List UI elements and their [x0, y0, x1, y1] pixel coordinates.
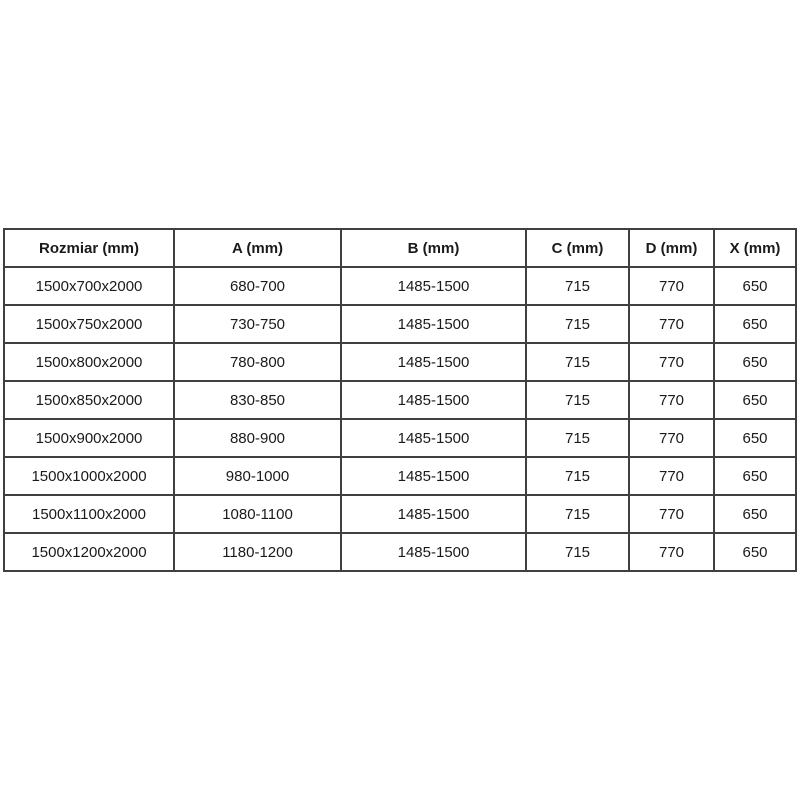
column-header-3: B (mm): [341, 229, 526, 267]
table-row: [4, 457, 796, 495]
table-cell: 1485-1500: [341, 381, 526, 419]
table-cell: 1080-1100: [174, 495, 341, 533]
column-header-6: X (mm): [714, 229, 796, 267]
table-cell: 715: [526, 457, 629, 495]
table-cell: 980-1000: [174, 457, 341, 495]
column-header-4: C (mm): [526, 229, 629, 267]
table-cell: 715: [526, 305, 629, 343]
table-cell: 650: [714, 343, 796, 381]
table-cell: 770: [629, 343, 714, 381]
column-header-5: D (mm): [629, 229, 714, 267]
table-cell: 1500x800x2000: [4, 343, 174, 381]
table-cell: 1485-1500: [341, 343, 526, 381]
table-cell: 715: [526, 267, 629, 305]
table-cell: 1485-1500: [341, 457, 526, 495]
column-header-1: Rozmiar (mm): [4, 229, 174, 267]
table-cell: 715: [526, 419, 629, 457]
table-cell: 770: [629, 419, 714, 457]
table-cell: 1180-1200: [174, 533, 341, 571]
table-row: [4, 495, 796, 533]
table-cell: 770: [629, 457, 714, 495]
table-cell: 1500x850x2000: [4, 381, 174, 419]
table-cell: 715: [526, 343, 629, 381]
table-cell: 770: [629, 305, 714, 343]
table-cell: 1485-1500: [341, 419, 526, 457]
table-cell: 1485-1500: [341, 305, 526, 343]
table-cell: 1500x1000x2000: [4, 457, 174, 495]
header-row: [4, 229, 796, 267]
table-cell: 680-700: [174, 267, 341, 305]
table-cell: 715: [526, 495, 629, 533]
table-cell: 730-750: [174, 305, 341, 343]
table-cell: 650: [714, 457, 796, 495]
table-cell: 1500x900x2000: [4, 419, 174, 457]
table-cell: 650: [714, 381, 796, 419]
table-cell: 1500x1100x2000: [4, 495, 174, 533]
table-cell: 780-800: [174, 343, 341, 381]
dimensions-spec-table: [3, 228, 797, 572]
table-row: [4, 419, 796, 457]
table-cell: 650: [714, 267, 796, 305]
column-header-2: A (mm): [174, 229, 341, 267]
table-cell: 770: [629, 495, 714, 533]
table-body: [4, 267, 796, 571]
table-cell: 715: [526, 533, 629, 571]
table-cell: 770: [629, 533, 714, 571]
table-cell: 650: [714, 305, 796, 343]
table-cell: 770: [629, 381, 714, 419]
table-cell: 1485-1500: [341, 495, 526, 533]
table-cell: 1485-1500: [341, 267, 526, 305]
table-row: [4, 305, 796, 343]
table-cell: 650: [714, 419, 796, 457]
table-row: [4, 267, 796, 305]
table-cell: 715: [526, 381, 629, 419]
table-cell: 650: [714, 495, 796, 533]
table-cell: 830-850: [174, 381, 341, 419]
table-cell: 880-900: [174, 419, 341, 457]
table-cell: 650: [714, 533, 796, 571]
table-cell: 1500x1200x2000: [4, 533, 174, 571]
table-row: [4, 381, 796, 419]
table-row: [4, 343, 796, 381]
table-cell: 1485-1500: [341, 533, 526, 571]
table-cell: 770: [629, 267, 714, 305]
table-cell: 1500x750x2000: [4, 305, 174, 343]
table-cell: 1500x700x2000: [4, 267, 174, 305]
table-row: [4, 533, 796, 571]
